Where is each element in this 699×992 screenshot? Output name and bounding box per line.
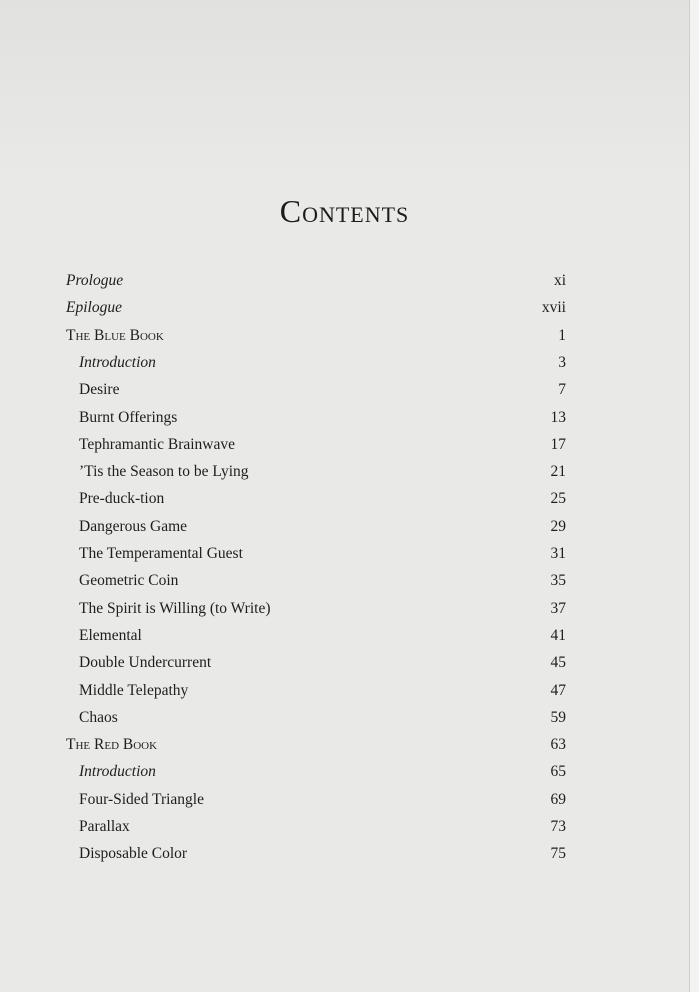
toc-entry-page-number: 3 bbox=[558, 354, 566, 371]
toc-entry bbox=[66, 377, 566, 403]
toc-entry-page-number: 17 bbox=[550, 436, 566, 453]
toc-entry-page-number: 45 bbox=[550, 654, 566, 671]
toc-entry bbox=[66, 350, 566, 376]
toc-entry bbox=[66, 705, 566, 731]
toc-entry-page-number: 73 bbox=[550, 818, 566, 835]
toc-entry bbox=[66, 268, 566, 294]
toc-entry-title: The Spirit is Willing (to Write) bbox=[79, 600, 271, 617]
toc-entry-page-number: 63 bbox=[550, 736, 566, 753]
toc-entry-title: The Blue Book bbox=[66, 327, 164, 344]
toc-entry bbox=[66, 405, 566, 431]
toc-entry-page-number: 35 bbox=[550, 572, 566, 589]
toc-entry-page-number: 47 bbox=[550, 682, 566, 699]
toc-entry-page-number: 1 bbox=[558, 327, 566, 344]
toc-entry-page-number: 41 bbox=[550, 627, 566, 644]
toc-entry bbox=[66, 459, 566, 485]
toc-entry-title: Chaos bbox=[79, 709, 118, 726]
toc-entry-page-number: 59 bbox=[550, 709, 566, 726]
page-title: Contents bbox=[279, 193, 410, 229]
toc-entry-page-number: 29 bbox=[550, 518, 566, 535]
page-edge bbox=[690, 0, 699, 992]
toc-entry-page-number: 21 bbox=[550, 463, 566, 480]
toc-entry-title: Four-Sided Triangle bbox=[79, 791, 204, 808]
toc-entry-title: Middle Telepathy bbox=[79, 682, 189, 699]
toc-entry-title: Epilogue bbox=[66, 299, 122, 316]
toc-entry-title: ’Tis the Season to be Lying bbox=[79, 463, 249, 480]
toc-entry-title: Dangerous Game bbox=[79, 518, 188, 535]
toc-entry-title: Introduction bbox=[79, 354, 156, 371]
toc-entry-page-number: xi bbox=[553, 272, 566, 289]
toc-entry-page-number: 13 bbox=[550, 409, 566, 426]
toc-entry-title: Introduction bbox=[79, 763, 156, 780]
toc-entry bbox=[66, 432, 566, 458]
toc-entry-title: Tephramantic Brainwave bbox=[79, 436, 235, 453]
toc-entry-title: Geometric Coin bbox=[79, 572, 179, 589]
toc-entry-title: Burnt Offerings bbox=[79, 409, 178, 426]
toc-entry-title: Desire bbox=[79, 381, 120, 398]
toc-entry bbox=[66, 514, 566, 540]
toc-entry bbox=[66, 295, 566, 321]
toc-entry-title: The Temperamental Guest bbox=[79, 545, 243, 562]
toc-entry-title: Disposable Color bbox=[79, 845, 188, 862]
toc-entry bbox=[66, 323, 566, 349]
toc-entry bbox=[66, 787, 566, 813]
show-through-shading bbox=[0, 0, 689, 180]
toc-entry bbox=[66, 841, 566, 867]
toc-entry bbox=[66, 623, 566, 649]
toc-entry-title: Parallax bbox=[79, 818, 130, 835]
toc-entry bbox=[66, 596, 566, 622]
toc-entry bbox=[66, 486, 566, 512]
toc-entry bbox=[66, 568, 566, 594]
toc-entry-title: Prologue bbox=[66, 272, 124, 289]
toc-entry bbox=[66, 814, 566, 840]
toc-entry bbox=[66, 732, 566, 758]
toc-entry bbox=[66, 650, 566, 676]
toc-entry-page-number: 7 bbox=[558, 381, 566, 398]
toc-entry-title: Double Undercurrent bbox=[79, 654, 212, 671]
toc-entry-page-number: xvii bbox=[541, 299, 566, 316]
toc-entry-page-number: 37 bbox=[550, 600, 566, 617]
toc-entry-title: Elemental bbox=[79, 627, 142, 644]
toc-entry-title: Pre-duck-tion bbox=[79, 490, 165, 507]
toc-entry-page-number: 25 bbox=[550, 490, 566, 507]
toc-entry-page-number: 31 bbox=[550, 545, 566, 562]
toc-entry-title: The Red Book bbox=[66, 736, 158, 753]
toc-entry-page-number: 75 bbox=[550, 845, 566, 862]
toc-entry-page-number: 65 bbox=[550, 763, 566, 780]
toc-entry bbox=[66, 759, 566, 785]
toc-entry bbox=[66, 541, 566, 567]
toc-entry-page-number: 69 bbox=[550, 791, 566, 808]
toc-entry bbox=[66, 678, 566, 704]
